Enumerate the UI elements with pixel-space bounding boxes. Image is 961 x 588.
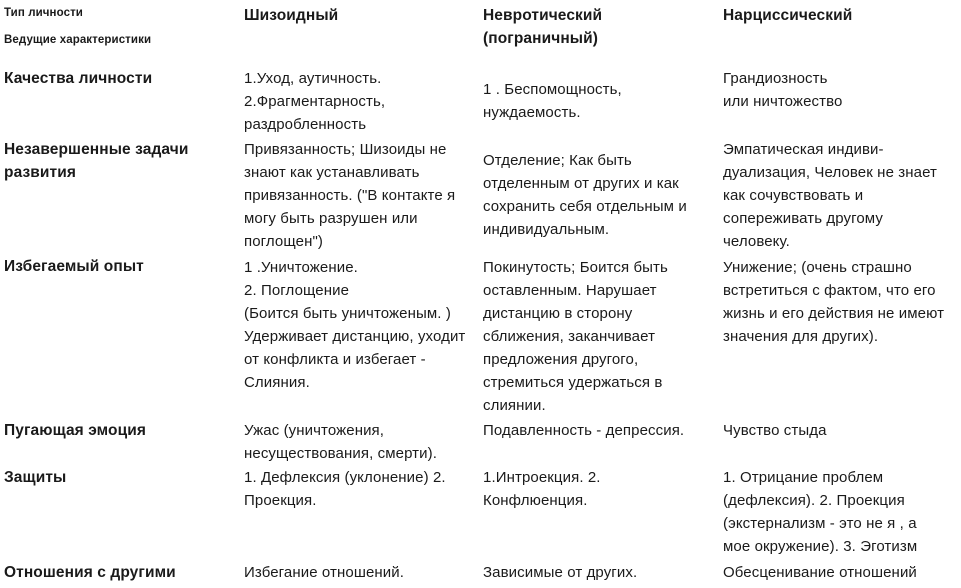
row-cell-narcissistic: Грандиозность или ничтожество bbox=[723, 70, 843, 110]
row-cell-narcissistic: Эмпатическая индиви- дуализация, Человек не знает как сочувствовать и сопереживать другому человеку. bbox=[723, 141, 937, 250]
row-cell-narcissistic: 1. Отрицание проблем (дефлексия). 2. Проекция (экстернализм - это не я , а мое окружение). 3. Эготизм bbox=[723, 469, 918, 555]
row-label: Избегаемый опыт bbox=[4, 258, 144, 275]
column-header-narcissistic: Нарциссический bbox=[723, 7, 853, 24]
row-cell-neurotic: Подавленность - депрессия. bbox=[483, 422, 685, 439]
row-cell-narcissistic: Унижение; (очень страшно встретиться с фактом, что его жизнь и его действия не имеют значения для других). bbox=[723, 259, 945, 345]
corner-header-type: Тип личности bbox=[4, 7, 83, 19]
row-cell-schizoid: Избегание отношений. bbox=[244, 564, 405, 581]
row-cell-neurotic: Покинутость; Боится быть оставленным. Нарушает дистанцию в сторону сближения, заканчивает предложения другого, стремиться удержаться в слиянии. bbox=[483, 259, 668, 414]
row-cell-narcissistic: Чувство стыда bbox=[723, 422, 827, 439]
row-cell-schizoid: 1. Дефлексия (уклонение) 2. Проекция. bbox=[244, 469, 446, 509]
column-header-schizoid: Шизоидный bbox=[244, 7, 339, 24]
row-label: Качества личности bbox=[4, 70, 153, 87]
row-cell-schizoid: Ужас (уничтожения, несуществования, смерти). bbox=[244, 422, 437, 462]
row-cell-neurotic: 1.Интроекция. 2. Конфлюенция. bbox=[483, 469, 601, 509]
row-cell-neurotic: 1 . Беспомощность, нуждаемость. bbox=[483, 81, 622, 121]
row-label: Отношения с другими bbox=[4, 564, 176, 581]
row-cell-neurotic: Отделение; Как быть отделенным от других и как сохранить себя отдельным и индивидуальным. bbox=[483, 152, 687, 238]
row-label: Защиты bbox=[4, 469, 67, 486]
row-label: Пугающая эмоция bbox=[4, 422, 146, 439]
corner-header-characteristics: Ведущие характеристики bbox=[4, 34, 152, 46]
row-cell-narcissistic: Обесценивание отношений bbox=[723, 564, 917, 581]
row-cell-schizoid: 1 .Уничтожение. 2. Поглощение (Боится быть уничтоженым. ) Удерживает дистанцию, уходит от конфликта и избегает - Слияния. bbox=[244, 259, 466, 391]
row-label: Незавершенные задачи развития bbox=[4, 141, 189, 181]
row-cell-schizoid: 1.Уход, аутичность. 2.Фрагментарность, раздробленность bbox=[244, 70, 386, 133]
column-header-neurotic: Невротический (пограничный) bbox=[483, 7, 603, 47]
row-cell-schizoid: Привязанность; Шизоиды не знают как устанавливать привязанность. ("В контакте я могу быть разрушен или поглощен") bbox=[244, 141, 456, 250]
row-cell-neurotic: Зависимые от других. bbox=[483, 564, 638, 581]
